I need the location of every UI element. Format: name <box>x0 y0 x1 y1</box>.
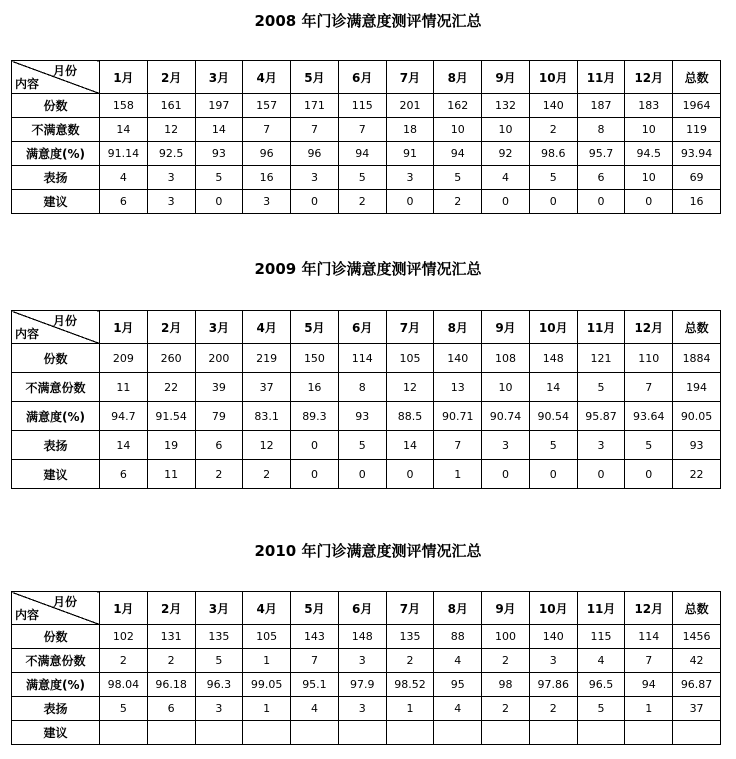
table-cell: 140 <box>529 94 577 118</box>
table-cell: 94.5 <box>625 142 673 166</box>
table-cell: 37 <box>243 373 291 402</box>
table-cell: 94.7 <box>100 402 148 431</box>
corner-content-label: 内容 <box>15 77 40 91</box>
table-cell: 161 <box>147 94 195 118</box>
table-cell: 157 <box>243 94 291 118</box>
table-row <box>12 625 721 649</box>
column-header: 4月 <box>243 311 291 344</box>
table-cell: 1 <box>386 697 434 721</box>
table-cell: 96.87 <box>673 673 721 697</box>
table-cell: 95.87 <box>577 402 625 431</box>
table-cell: 115 <box>577 625 625 649</box>
table-cell: 1 <box>625 697 673 721</box>
column-header: 6月 <box>338 61 386 94</box>
table-cell: 10 <box>482 118 530 142</box>
table-cell: 18 <box>386 118 434 142</box>
column-header: 5月 <box>291 592 339 625</box>
table-cell: 194 <box>673 373 721 402</box>
table-cell: 162 <box>434 94 482 118</box>
column-header: 3月 <box>195 592 243 625</box>
table-title-2010: 2010 年门诊满意度测评情况汇总 <box>254 542 482 560</box>
table-cell: 135 <box>195 625 243 649</box>
table-cell: 14 <box>529 373 577 402</box>
corner-month-label: 月份 <box>52 64 77 78</box>
column-header: 11月 <box>577 311 625 344</box>
column-header: 2月 <box>147 592 195 625</box>
table-cell: 4 <box>291 697 339 721</box>
column-header: 4月 <box>243 592 291 625</box>
table-cell: 1964 <box>673 94 721 118</box>
table-cell: 2 <box>195 460 243 489</box>
table-row <box>12 166 721 190</box>
column-header: 5月 <box>291 311 339 344</box>
column-header: 2月 <box>147 61 195 94</box>
table-cell: 219 <box>243 344 291 373</box>
table-cell: 6 <box>577 166 625 190</box>
column-header: 8月 <box>434 61 482 94</box>
table-cell: 197 <box>195 94 243 118</box>
table-cell: 79 <box>195 402 243 431</box>
table-cell: 12 <box>386 373 434 402</box>
table-cell: 2 <box>529 697 577 721</box>
table-cell: 7 <box>291 118 339 142</box>
table-cell: 83.1 <box>243 402 291 431</box>
table-cell: 5 <box>338 166 386 190</box>
row-label: 建议 <box>12 190 100 214</box>
column-header: 3月 <box>195 311 243 344</box>
column-header: 总数 <box>673 592 721 625</box>
table-cell: 2 <box>386 649 434 673</box>
table-cell: 183 <box>625 94 673 118</box>
column-header: 12月 <box>625 61 673 94</box>
corner-cell <box>12 592 100 625</box>
row-label: 满意度(%) <box>12 142 100 166</box>
corner-cell <box>12 311 100 344</box>
table-cell: 102 <box>100 625 148 649</box>
table-cell: 22 <box>147 373 195 402</box>
table-cell: 5 <box>625 431 673 460</box>
column-header: 11月 <box>577 592 625 625</box>
table-cell: 91.14 <box>100 142 148 166</box>
table-cell: 5 <box>195 166 243 190</box>
table-cell: 7 <box>625 649 673 673</box>
table-cell: 0 <box>577 190 625 214</box>
table-cell: 88 <box>434 625 482 649</box>
table-cell: 11 <box>100 373 148 402</box>
table-cell: 96.5 <box>577 673 625 697</box>
table-cell: 90.54 <box>529 402 577 431</box>
table-row <box>12 190 721 214</box>
table-cell: 119 <box>673 118 721 142</box>
summary-table-2009 <box>11 310 721 489</box>
table-cell <box>338 721 386 745</box>
table-cell: 7 <box>243 118 291 142</box>
column-header: 8月 <box>434 311 482 344</box>
table-row <box>12 402 721 431</box>
table-row <box>12 344 721 373</box>
table-row <box>12 118 721 142</box>
column-header: 1月 <box>100 311 148 344</box>
table-cell: 209 <box>100 344 148 373</box>
table-cell: 4 <box>482 166 530 190</box>
table-cell: 131 <box>147 625 195 649</box>
table-cell: 1 <box>434 460 482 489</box>
table-cell: 95.1 <box>291 673 339 697</box>
table-cell: 98.04 <box>100 673 148 697</box>
table-cell: 0 <box>338 460 386 489</box>
table-row <box>12 431 721 460</box>
corner-month-label: 月份 <box>52 314 77 328</box>
table-cell: 4 <box>434 697 482 721</box>
table-cell: 2 <box>482 697 530 721</box>
column-header: 3月 <box>195 61 243 94</box>
table-row <box>12 373 721 402</box>
column-header: 1月 <box>100 592 148 625</box>
corner-cell <box>12 61 100 94</box>
table-cell <box>195 721 243 745</box>
table-cell: 2 <box>243 460 291 489</box>
row-label: 建议 <box>12 460 100 489</box>
row-label: 满意度(%) <box>12 402 100 431</box>
table-cell: 93 <box>195 142 243 166</box>
table-cell: 260 <box>147 344 195 373</box>
table-cell: 0 <box>482 190 530 214</box>
column-header: 7月 <box>386 61 434 94</box>
table-row <box>12 142 721 166</box>
table-cell: 95 <box>434 673 482 697</box>
table-cell: 3 <box>147 166 195 190</box>
summary-table-2010 <box>11 591 721 745</box>
table-cell: 16 <box>243 166 291 190</box>
table-cell: 37 <box>673 697 721 721</box>
row-label: 建议 <box>12 721 100 745</box>
table-cell: 187 <box>577 94 625 118</box>
table-cell: 97.9 <box>338 673 386 697</box>
table-cell: 100 <box>482 625 530 649</box>
column-header: 12月 <box>625 311 673 344</box>
table-cell: 4 <box>434 649 482 673</box>
table-cell: 6 <box>100 190 148 214</box>
table-cell: 140 <box>434 344 482 373</box>
table-cell: 0 <box>386 190 434 214</box>
table-cell: 158 <box>100 94 148 118</box>
table-cell: 3 <box>386 166 434 190</box>
table-cell: 5 <box>577 373 625 402</box>
corner-month-label: 月份 <box>52 595 77 609</box>
table-cell: 3 <box>529 649 577 673</box>
table-cell: 135 <box>386 625 434 649</box>
table-cell: 10 <box>625 166 673 190</box>
table-cell: 5 <box>529 431 577 460</box>
table-cell: 171 <box>291 94 339 118</box>
table-cell: 0 <box>529 460 577 489</box>
table-cell: 0 <box>577 460 625 489</box>
table-cell: 13 <box>434 373 482 402</box>
table-cell: 3 <box>338 697 386 721</box>
column-header: 9月 <box>482 311 530 344</box>
column-header: 4月 <box>243 61 291 94</box>
column-header: 8月 <box>434 592 482 625</box>
column-header: 7月 <box>386 311 434 344</box>
table-cell <box>434 721 482 745</box>
column-header: 11月 <box>577 61 625 94</box>
table-cell <box>291 721 339 745</box>
table-cell: 4 <box>100 166 148 190</box>
table-cell: 14 <box>100 118 148 142</box>
table-cell: 105 <box>243 625 291 649</box>
table-row <box>12 697 721 721</box>
table-cell: 16 <box>673 190 721 214</box>
row-label: 不满意份数 <box>12 649 100 673</box>
table-cell: 90.05 <box>673 402 721 431</box>
row-label: 不满意份数 <box>12 373 100 402</box>
column-header: 2月 <box>147 311 195 344</box>
column-header: 10月 <box>529 592 577 625</box>
table-cell: 1 <box>243 697 291 721</box>
table-cell: 1 <box>243 649 291 673</box>
row-label: 不满意数 <box>12 118 100 142</box>
table-cell: 10 <box>625 118 673 142</box>
table-cell: 2 <box>147 649 195 673</box>
row-label: 满意度(%) <box>12 673 100 697</box>
table-cell: 3 <box>482 431 530 460</box>
table-cell: 201 <box>386 94 434 118</box>
table-title-2008: 2008 年门诊满意度测评情况汇总 <box>254 12 482 30</box>
header-row <box>12 592 721 625</box>
row-label: 份数 <box>12 94 100 118</box>
table-cell: 99.05 <box>243 673 291 697</box>
table-cell: 7 <box>434 431 482 460</box>
summary-table-2008 <box>11 60 721 214</box>
column-header: 12月 <box>625 592 673 625</box>
table-cell: 3 <box>291 166 339 190</box>
table-cell: 22 <box>673 460 721 489</box>
table-cell: 91.54 <box>147 402 195 431</box>
table-cell <box>100 721 148 745</box>
table-cell: 105 <box>386 344 434 373</box>
table-cell: 0 <box>195 190 243 214</box>
table-cell: 91 <box>386 142 434 166</box>
table-cell: 108 <box>482 344 530 373</box>
column-header: 7月 <box>386 592 434 625</box>
row-label: 份数 <box>12 625 100 649</box>
table-row <box>12 460 721 489</box>
column-header: 10月 <box>529 61 577 94</box>
table-cell: 0 <box>482 460 530 489</box>
table-cell <box>482 721 530 745</box>
table-cell: 0 <box>625 460 673 489</box>
table-cell: 12 <box>243 431 291 460</box>
table-cell: 0 <box>625 190 673 214</box>
corner-content-label: 内容 <box>15 608 40 622</box>
table-cell: 3 <box>577 431 625 460</box>
table-cell: 7 <box>291 649 339 673</box>
table-cell <box>673 721 721 745</box>
table-cell: 200 <box>195 344 243 373</box>
table-cell: 3 <box>338 649 386 673</box>
table-cell: 140 <box>529 625 577 649</box>
table-cell: 97.86 <box>529 673 577 697</box>
column-header: 9月 <box>482 61 530 94</box>
table-cell: 16 <box>291 373 339 402</box>
table-cell: 114 <box>338 344 386 373</box>
table-cell: 1456 <box>673 625 721 649</box>
table-cell: 3 <box>243 190 291 214</box>
table-cell: 42 <box>673 649 721 673</box>
table-row <box>12 649 721 673</box>
table-cell: 93.64 <box>625 402 673 431</box>
table-cell <box>529 721 577 745</box>
table-row <box>12 94 721 118</box>
table-cell: 69 <box>673 166 721 190</box>
corner-content-label: 内容 <box>15 327 40 341</box>
table-cell: 94 <box>434 142 482 166</box>
table-cell: 2 <box>100 649 148 673</box>
table-cell: 148 <box>529 344 577 373</box>
header-row <box>12 61 721 94</box>
row-label: 表扬 <box>12 166 100 190</box>
table-cell: 2 <box>482 649 530 673</box>
table-cell: 39 <box>195 373 243 402</box>
table-cell: 90.74 <box>482 402 530 431</box>
table-row <box>12 673 721 697</box>
table-cell: 93 <box>338 402 386 431</box>
table-cell: 10 <box>482 373 530 402</box>
table-title-2009: 2009 年门诊满意度测评情况汇总 <box>254 260 482 278</box>
table-cell: 11 <box>147 460 195 489</box>
table-cell <box>243 721 291 745</box>
table-cell: 148 <box>338 625 386 649</box>
table-cell: 5 <box>529 166 577 190</box>
table-cell <box>147 721 195 745</box>
header-row <box>12 311 721 344</box>
table-cell: 2 <box>529 118 577 142</box>
table-cell: 1884 <box>673 344 721 373</box>
table-cell: 88.5 <box>386 402 434 431</box>
table-cell: 5 <box>338 431 386 460</box>
table-cell: 0 <box>529 190 577 214</box>
column-header: 10月 <box>529 311 577 344</box>
column-header: 总数 <box>673 311 721 344</box>
table-cell: 0 <box>291 460 339 489</box>
table-cell: 2 <box>434 190 482 214</box>
table-cell: 110 <box>625 344 673 373</box>
table-cell: 96 <box>291 142 339 166</box>
table-cell <box>625 721 673 745</box>
table-cell: 132 <box>482 94 530 118</box>
column-header: 9月 <box>482 592 530 625</box>
table-cell: 3 <box>147 190 195 214</box>
column-header: 6月 <box>338 311 386 344</box>
table-cell: 6 <box>100 460 148 489</box>
table-cell: 0 <box>291 190 339 214</box>
column-header: 6月 <box>338 592 386 625</box>
row-label: 表扬 <box>12 697 100 721</box>
table-cell <box>386 721 434 745</box>
table-cell: 114 <box>625 625 673 649</box>
table-cell: 6 <box>195 431 243 460</box>
row-label: 份数 <box>12 344 100 373</box>
table-cell: 0 <box>291 431 339 460</box>
table-cell: 8 <box>338 373 386 402</box>
table-cell: 98.52 <box>386 673 434 697</box>
table-cell: 7 <box>625 373 673 402</box>
table-row <box>12 721 721 745</box>
table-cell: 89.3 <box>291 402 339 431</box>
table-cell: 96 <box>243 142 291 166</box>
table-cell: 14 <box>195 118 243 142</box>
table-cell: 92.5 <box>147 142 195 166</box>
table-cell: 94 <box>625 673 673 697</box>
table-cell: 7 <box>338 118 386 142</box>
table-cell: 90.71 <box>434 402 482 431</box>
table-cell: 6 <box>147 697 195 721</box>
table-cell: 5 <box>100 697 148 721</box>
table-cell: 14 <box>100 431 148 460</box>
table-cell: 5 <box>434 166 482 190</box>
table-cell: 0 <box>386 460 434 489</box>
table-cell: 96.18 <box>147 673 195 697</box>
column-header: 总数 <box>673 61 721 94</box>
table-cell: 95.7 <box>577 142 625 166</box>
table-cell: 5 <box>577 697 625 721</box>
table-cell: 98.6 <box>529 142 577 166</box>
table-cell: 5 <box>195 649 243 673</box>
table-cell: 12 <box>147 118 195 142</box>
table-cell: 92 <box>482 142 530 166</box>
table-cell: 10 <box>434 118 482 142</box>
table-cell: 98 <box>482 673 530 697</box>
table-cell <box>577 721 625 745</box>
table-cell: 143 <box>291 625 339 649</box>
table-cell: 14 <box>386 431 434 460</box>
table-cell: 4 <box>577 649 625 673</box>
row-label: 表扬 <box>12 431 100 460</box>
column-header: 1月 <box>100 61 148 94</box>
table-cell: 96.3 <box>195 673 243 697</box>
table-cell: 8 <box>577 118 625 142</box>
table-cell: 2 <box>338 190 386 214</box>
table-cell: 93 <box>673 431 721 460</box>
table-cell: 94 <box>338 142 386 166</box>
table-cell: 115 <box>338 94 386 118</box>
table-cell: 3 <box>195 697 243 721</box>
table-cell: 19 <box>147 431 195 460</box>
table-cell: 150 <box>291 344 339 373</box>
table-cell: 121 <box>577 344 625 373</box>
column-header: 5月 <box>291 61 339 94</box>
table-cell: 93.94 <box>673 142 721 166</box>
